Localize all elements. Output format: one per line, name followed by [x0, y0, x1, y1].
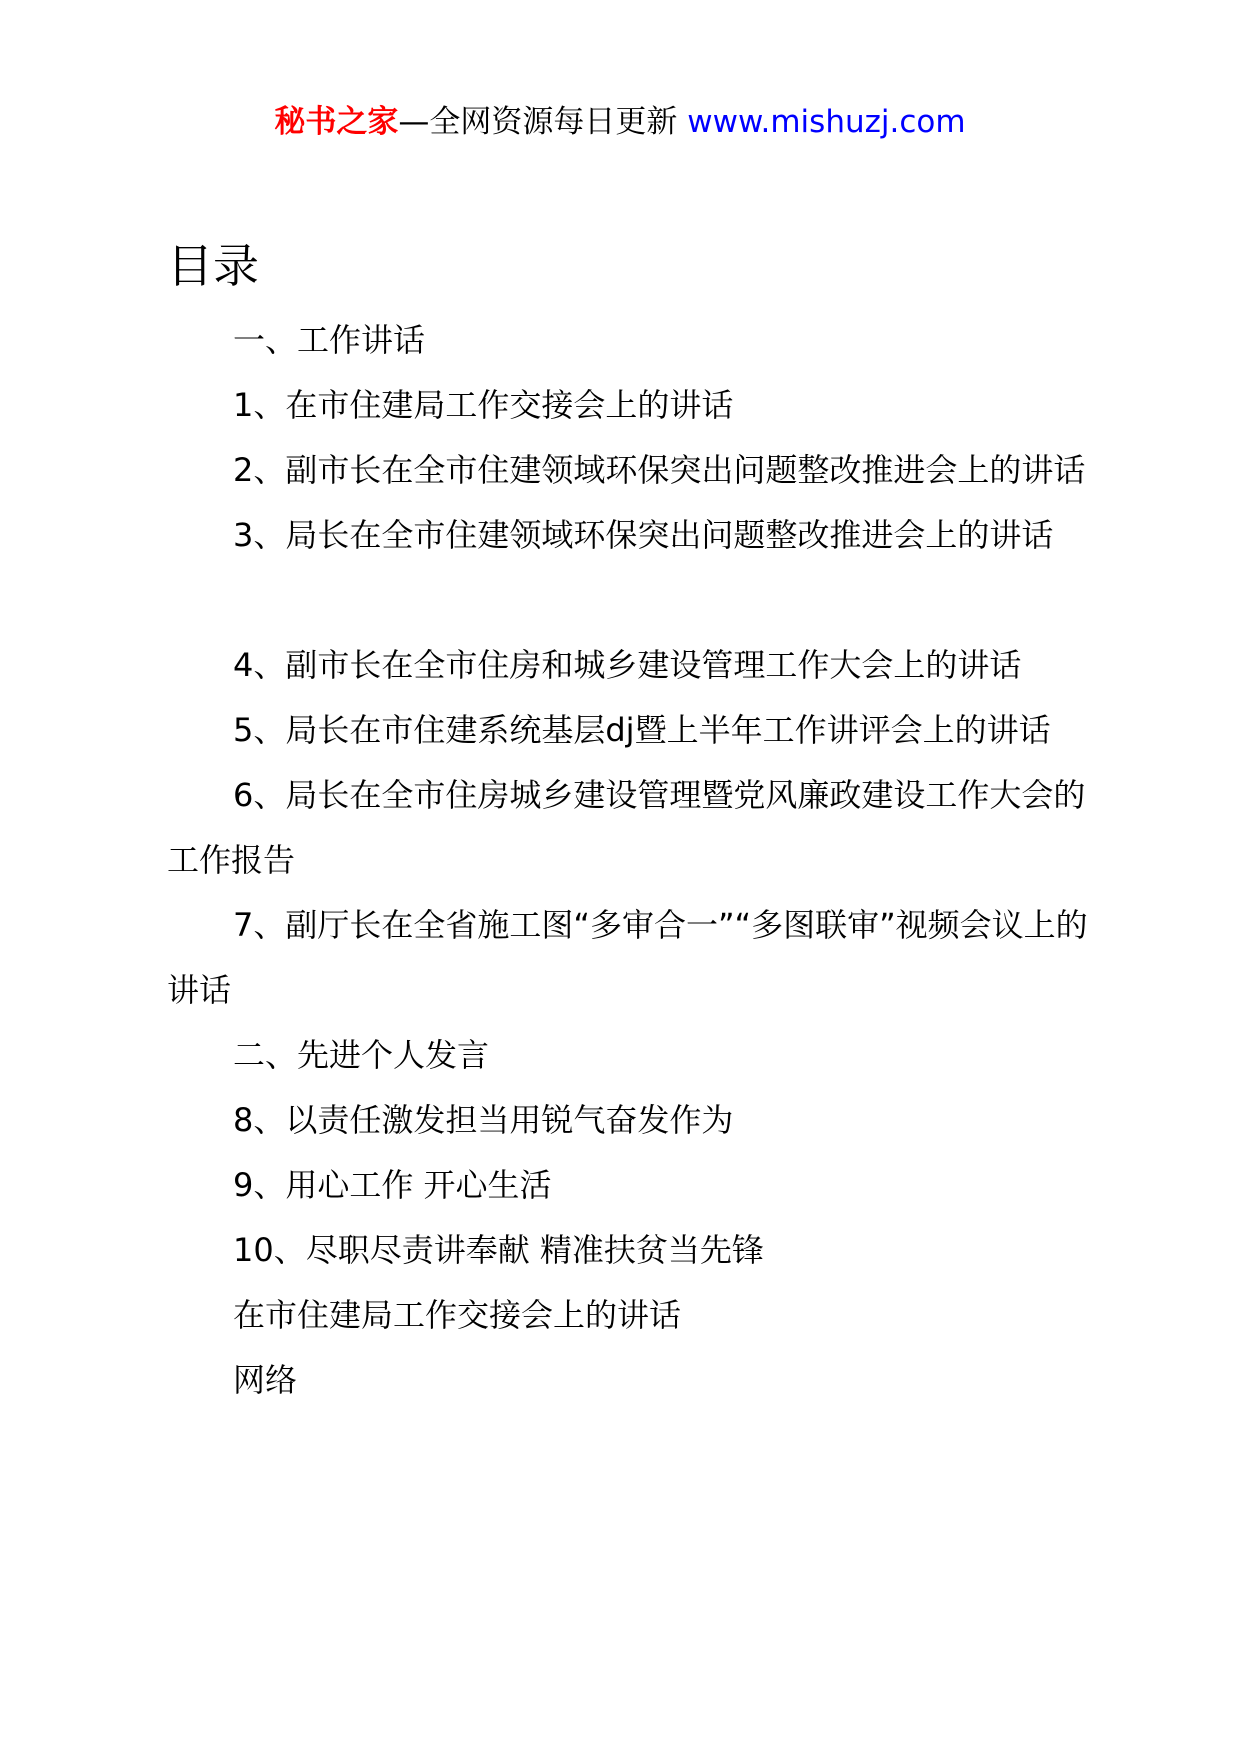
- site-brand: 秘书之家: [274, 104, 399, 140]
- toc-entry[interactable]: 1、在市住建局工作交接会上的讲话: [233, 386, 734, 424]
- toc-section-heading: 一、工作讲话: [233, 321, 426, 359]
- toc-entry[interactable]: 4、副市长在全市住房和城乡建设管理工作大会上的讲话: [233, 646, 1022, 684]
- toc-entry[interactable]: 3、局长在全市住建领域环保突出问题整改推进会上的讲话: [233, 516, 1054, 554]
- body-heading: 在市住建局工作交接会上的讲话: [233, 1296, 682, 1334]
- site-url-link[interactable]: www.mishuzj.com: [687, 104, 966, 140]
- toc-entry[interactable]: 10、尽职尽责讲奉献 精准扶贫当先锋: [233, 1231, 764, 1269]
- toc-entry[interactable]: 6、局长在全市住房城乡建设管理暨党风廉政建设工作大会的工作报告: [167, 776, 1086, 879]
- toc-title: 目录: [167, 239, 259, 293]
- body-source: 网络: [233, 1361, 298, 1399]
- toc-entry[interactable]: 9、用心工作 开心生活: [233, 1166, 552, 1204]
- toc-entry[interactable]: 5、局长在市住建系统基层dj暨上半年工作讲评会上的讲话: [233, 711, 1051, 749]
- toc-entry[interactable]: 8、以责任激发担当用锐气奋发作为: [233, 1101, 734, 1139]
- toc-section-heading: 二、先进个人发言: [233, 1036, 490, 1074]
- table-of-contents: [167, 308, 1092, 1413]
- site-header: [0, 100, 1240, 144]
- toc-entry[interactable]: 7、副厅长在全省施工图“多审合一”“多图联审”视频会议上的讲话: [167, 906, 1088, 1009]
- site-tagline: —全网资源每日更新: [398, 104, 688, 140]
- toc-entry[interactable]: 2、副市长在全市住建领域环保突出问题整改推进会上的讲话: [233, 451, 1086, 489]
